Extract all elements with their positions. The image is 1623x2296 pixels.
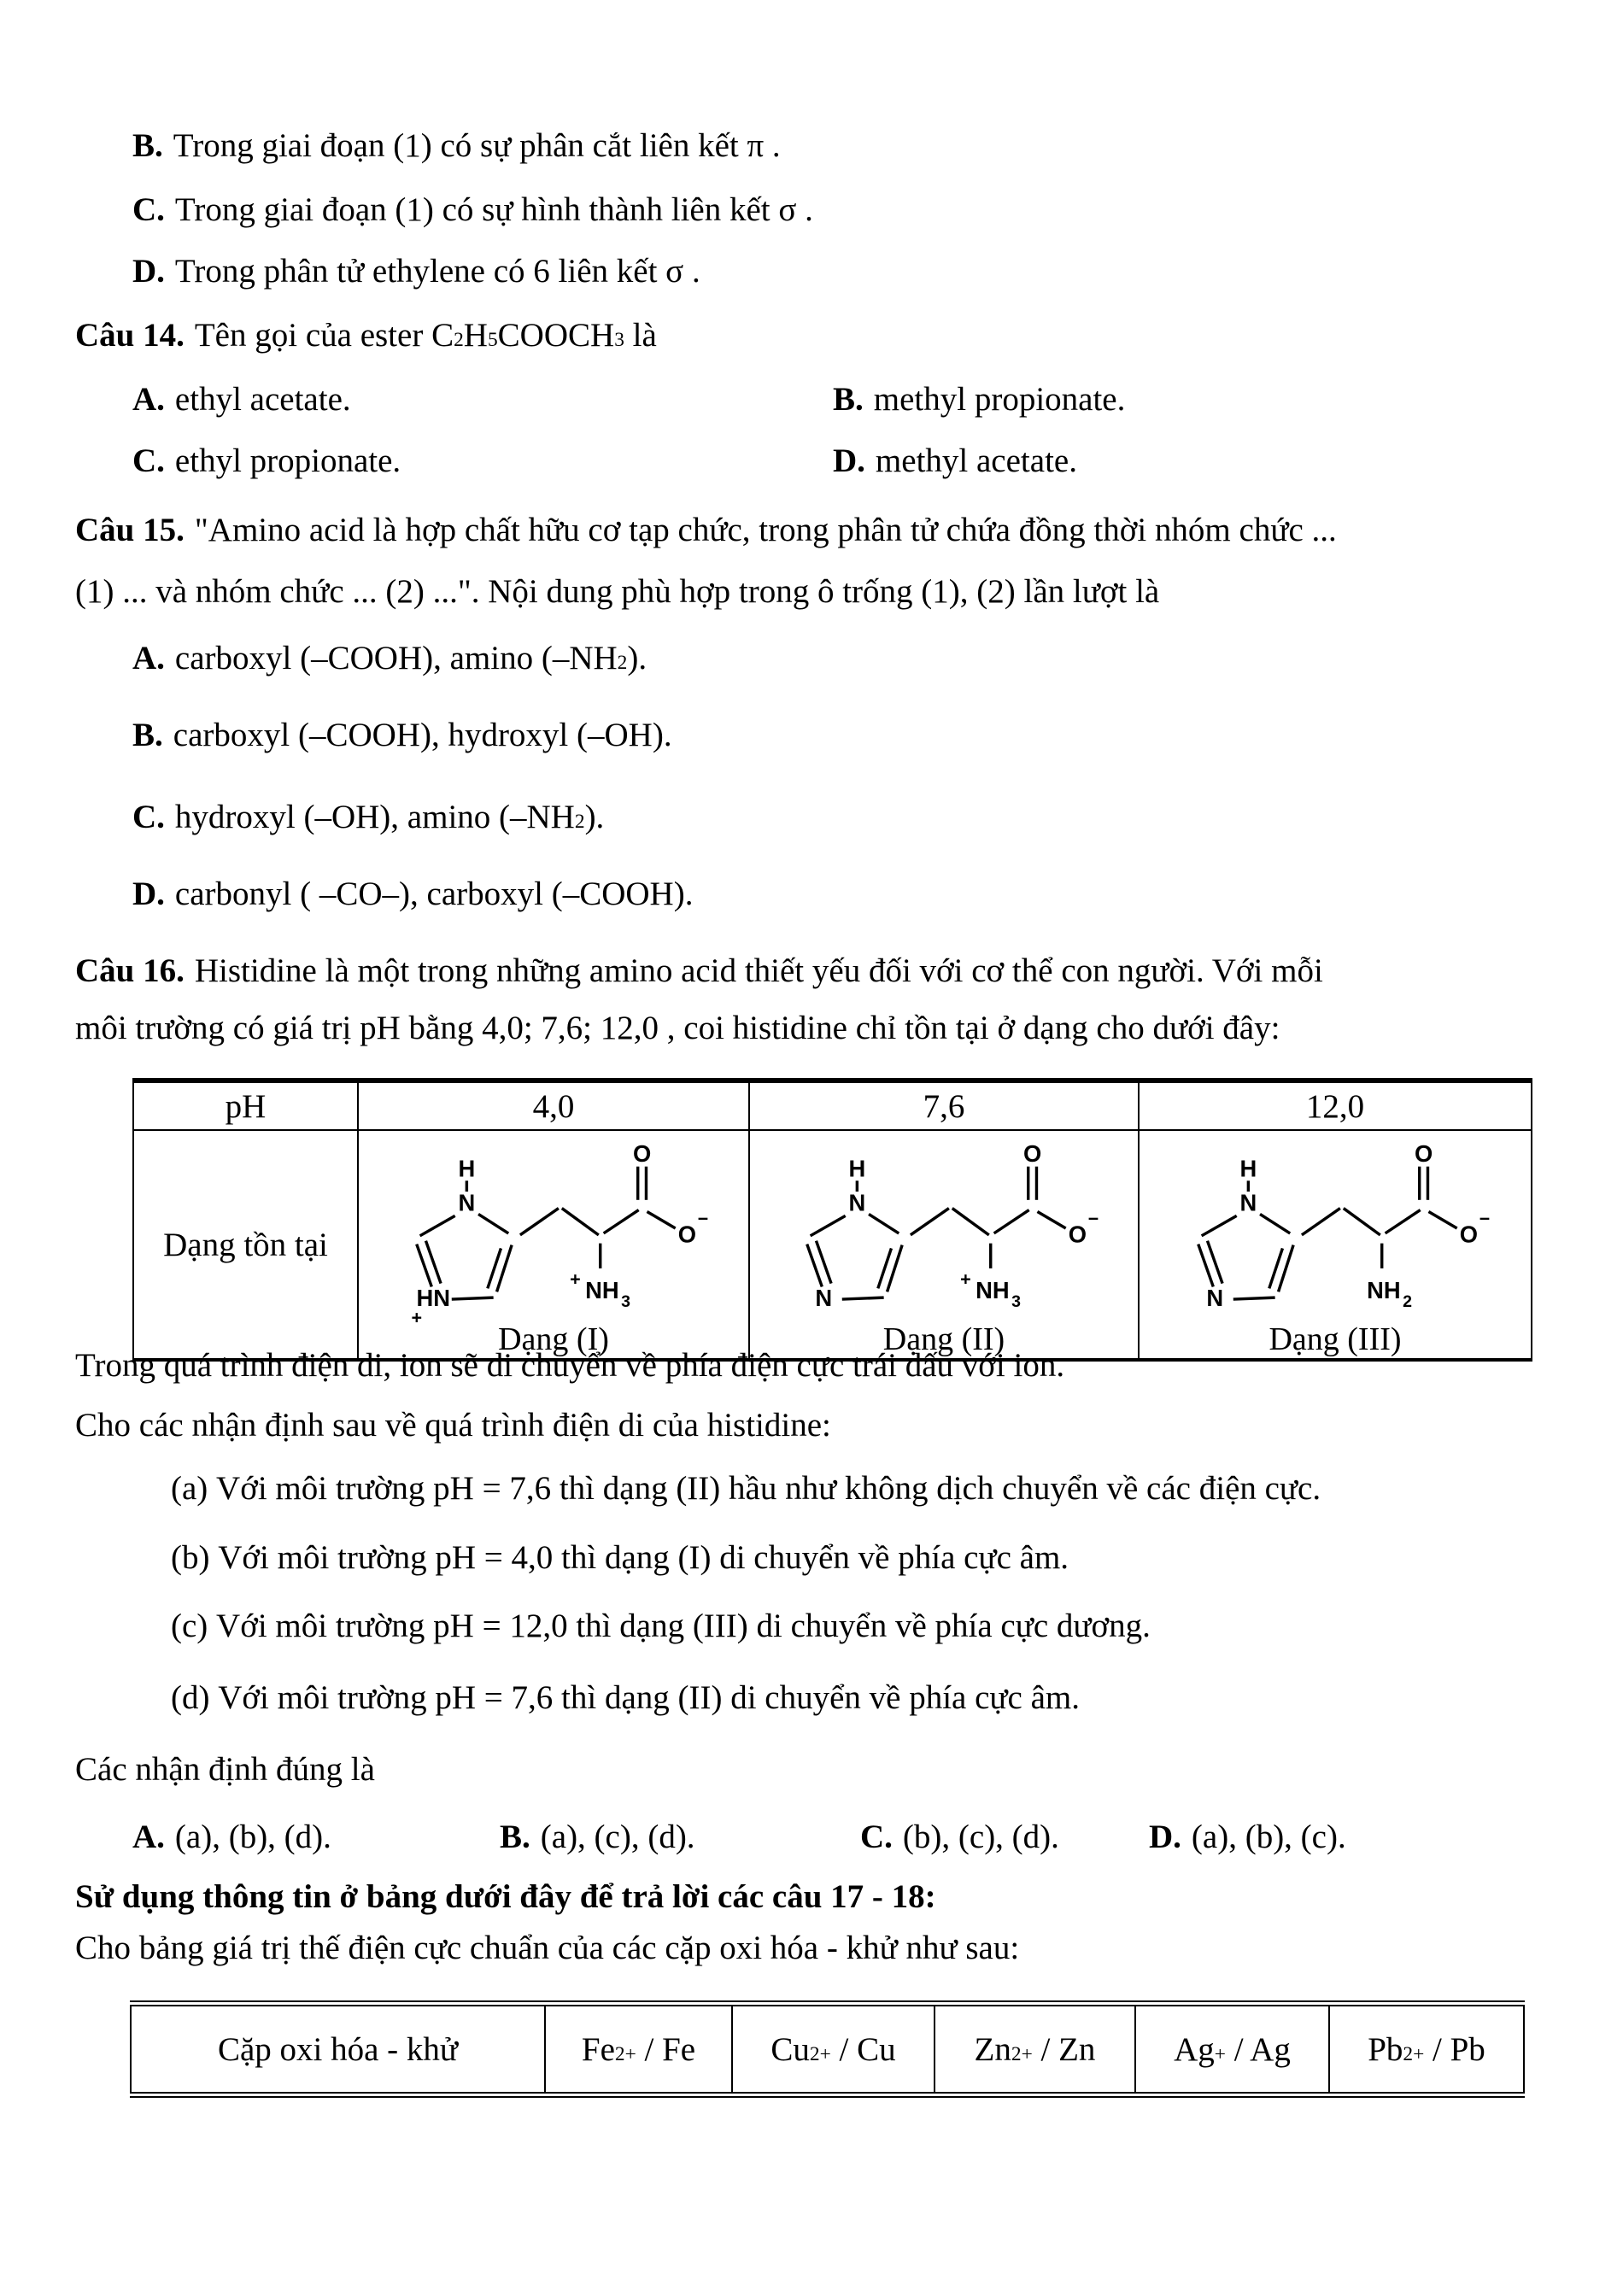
ph-header-cell: pH [133, 1081, 358, 1130]
svg-text:H: H [1239, 1155, 1257, 1182]
question-number: Câu 14. [75, 317, 185, 354]
structure-caption: Dạng (I) [498, 1321, 609, 1357]
structure-caption: Dạng (III) [1269, 1321, 1402, 1357]
svg-text:N: N [815, 1284, 833, 1311]
structure-cell-form-3 [1139, 1130, 1532, 1360]
ph-value-cell: 12,0 [1139, 1081, 1532, 1130]
q14-option-d: D. methyl acetate. [833, 442, 1077, 479]
svg-text:−: − [1087, 1209, 1099, 1230]
option-letter: D. [132, 253, 165, 290]
histidine-structure-form-3-diagram [1151, 1131, 1519, 1327]
svg-text:N: N [458, 1189, 476, 1216]
svg-text:NH: NH [976, 1277, 1010, 1304]
redox-header-cell: Cặp oxi hóa - khử [131, 2004, 545, 2095]
svg-text:O: O [1022, 1139, 1042, 1167]
q15-option-b: B. carboxyl (–COOH), hydroxyl (–OH). [132, 717, 672, 753]
redox-pairs-table [130, 2000, 1525, 2098]
svg-text:+: + [411, 1307, 423, 1327]
svg-text:3: 3 [1011, 1292, 1022, 1311]
statement-a: (a) Với môi trường pH = 7,6 thì dạng (II) hầu như không dịch chuyển về các điện cực. [171, 1470, 1321, 1507]
q16-option-d: D. (a), (b), (c). [1149, 1819, 1346, 1855]
structure-cell-form-2 [749, 1130, 1139, 1360]
row-label-cell: Dạng tồn tại [133, 1130, 358, 1360]
statements-intro: Cho các nhận định sau về quá trình điện di của histidine: [75, 1407, 831, 1444]
svg-text:H: H [458, 1155, 476, 1182]
q16-option-a: A. (a), (b), (d). [132, 1819, 331, 1855]
svg-text:NH: NH [1367, 1277, 1401, 1304]
q14-option-a: A. ethyl acetate. [132, 381, 351, 418]
svg-text:HN: HN [416, 1284, 451, 1311]
redox-pair-cell: $Zn^{2+}$ / Zn [935, 2004, 1135, 2095]
svg-text:NH: NH [585, 1277, 619, 1304]
q16-stem-line1: Câu 16. Histidine là một trong những amino acid thiết yếu đối với cơ thể con người. Với mỗi [75, 952, 1323, 989]
structure-cell-form-1 [358, 1130, 749, 1360]
option-letter: C. [132, 191, 165, 228]
svg-text:H: H [848, 1155, 866, 1182]
svg-text:O: O [632, 1139, 652, 1167]
svg-text:−: − [1479, 1209, 1491, 1230]
svg-text:N: N [848, 1189, 866, 1216]
q16-option-c: C. (b), (c), (d). [860, 1819, 1059, 1855]
q15-option-c: C. hydroxyl (–OH), amino $(-NH_2)$. [132, 799, 605, 835]
q15-option-d: D. carbonyl ( –CO–), carboxyl (–COOH). [132, 876, 694, 912]
q13-option-b [132, 124, 781, 168]
q17-18-intro: Cho bảng giá trị thế điện cực chuẩn của các cặp oxi hóa - khử như sau: [75, 1930, 1020, 1966]
svg-text:O: O [1068, 1221, 1087, 1248]
statement-d: (d) Với môi trường pH = 7,6 thì dạng (II) di chuyển về phía cực âm. [171, 1679, 1081, 1716]
histidine-forms-table [132, 1078, 1532, 1362]
svg-text:O: O [1459, 1221, 1479, 1248]
q15-stem-line2: (1) ... và nhóm chức ... (2) ...". Nội dung phù hợp trong ô trống (1), (2) lần lượt là [75, 573, 1160, 610]
option-letter: B. [132, 127, 163, 164]
q15-stem-line1: Câu 15. "Amino acid là hợp chất hữu cơ tạp chức, trong phân tử chứa đồng thời nhóm chức ... [75, 512, 1337, 548]
histidine-structure-form-2-diagram [760, 1131, 1128, 1327]
option-text: Trong giai đoạn (1) có sự phân cắt liên kết π . [173, 127, 781, 164]
q13-option-d [132, 249, 700, 294]
q13-option-c [132, 188, 813, 232]
q14-option-b: B. methyl propionate. [833, 381, 1126, 418]
svg-text:+: + [960, 1268, 971, 1290]
q14-stem [75, 313, 657, 358]
q16-conclusion: Các nhận định đúng là [75, 1751, 375, 1788]
option-text: Trong phân tử ethylene có 6 liên kết σ . [174, 253, 700, 290]
svg-text:N: N [1239, 1189, 1257, 1216]
question-text: Tên gọi của ester $C_2H_5COOCH_3$ là [194, 317, 657, 354]
redox-pair-cell: $Fe^{2+}$ / Fe [545, 2004, 732, 2095]
q16-stem-line2: môi trường có giá trị pH bằng 4,0; 7,6; 12,0 , coi histidine chỉ tồn tại ở dạng cho dưới đây: [75, 1010, 1280, 1046]
svg-text:O: O [677, 1221, 697, 1248]
svg-text:2: 2 [1403, 1292, 1413, 1311]
q17-18-instruction: Sử dụng thông tin ở bảng dưới đây để trả lời các câu 17 - 18: [75, 1878, 936, 1915]
redox-pair-cell: $Pb^{2+}$ / Pb [1329, 2004, 1524, 2095]
statement-b: (b) Với môi trường pH = 4,0 thì dạng (I) di chuyển về phía cực âm. [171, 1539, 1069, 1576]
option-text: Trong giai đoạn (1) có sự hình thành liên kết σ . [174, 191, 813, 228]
svg-text:O: O [1414, 1139, 1433, 1167]
statement-c: (c) Với môi trường pH = 12,0 thì dạng (III) di chuyển về phía cực dương. [171, 1608, 1151, 1644]
question-number: Câu 15. [75, 512, 185, 548]
q16-option-b: B. (a), (c), (d). [500, 1819, 695, 1855]
question-number: Câu 16. [75, 952, 185, 989]
ph-value-cell: 4,0 [358, 1081, 749, 1130]
q15-option-a: A. carboxyl (–COOH), amino $(-NH_2)$. [132, 640, 647, 676]
svg-text:N: N [1206, 1284, 1224, 1311]
structure-caption: Dạng (II) [882, 1321, 1005, 1357]
histidine-structure-form-1-diagram [370, 1131, 737, 1327]
electrophoresis-note: Trong quá trình điện di, ion sẽ di chuyển về phía điện cực trái dấu với ion. [75, 1347, 1065, 1384]
svg-text:−: − [697, 1209, 709, 1230]
svg-text:+: + [570, 1268, 581, 1290]
svg-text:3: 3 [621, 1292, 631, 1311]
ph-value-cell: 7,6 [749, 1081, 1139, 1130]
q14-option-c: C. ethyl propionate. [132, 442, 401, 479]
redox-pair-cell: $Cu^{2+}$ / Cu [732, 2004, 935, 2095]
redox-pair-cell: Ag+ / Ag [1135, 2004, 1329, 2095]
